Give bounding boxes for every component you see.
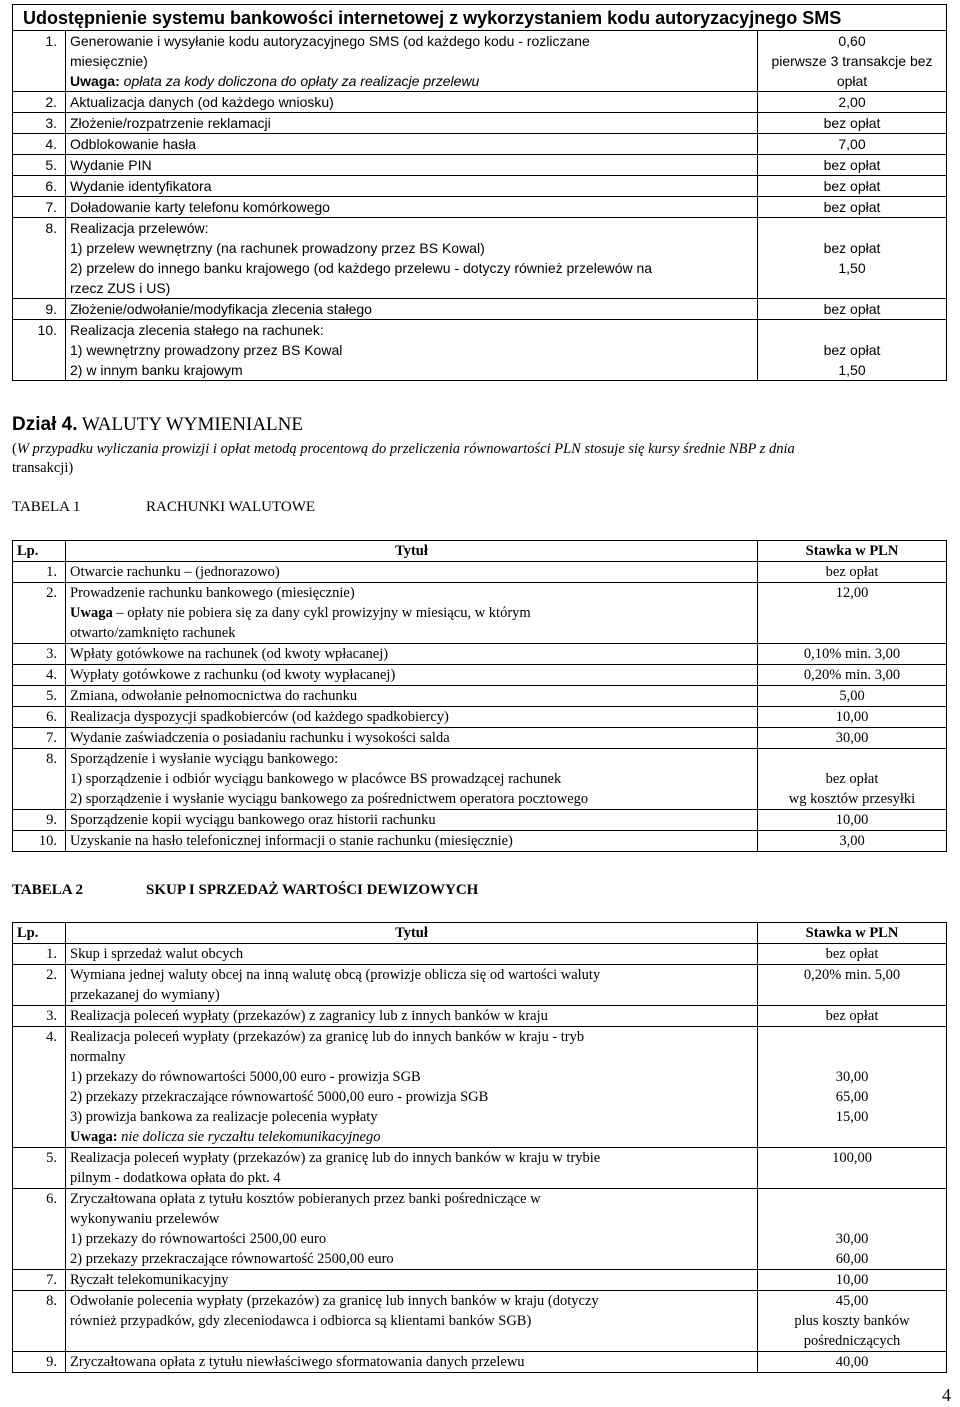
table2-title: SKUP I SPRZEDAŻ WARTOŚCI DEWIZOWYCH [146, 882, 479, 898]
rate-value: bez opłat [823, 115, 881, 131]
row-title [66, 1352, 758, 1373]
row-title [66, 113, 758, 134]
rate-value: 3,00 [839, 833, 865, 849]
rate-value: 10,00 [835, 709, 869, 725]
row-rate [758, 1189, 947, 1270]
row-rate [758, 320, 947, 381]
row-title [66, 1189, 758, 1270]
row-title-line: Wydanie PIN [70, 157, 152, 173]
row-number: 1. [13, 944, 66, 965]
row-rate [758, 810, 947, 831]
rate-value: 45,00 [835, 1293, 869, 1309]
table-row [13, 583, 947, 644]
rate-value: bez opłat [823, 157, 881, 173]
table-row [13, 562, 947, 583]
row-rate [758, 1352, 947, 1373]
row-title-line: Realizacja przelewów: [70, 220, 209, 236]
row-rate [758, 583, 947, 644]
row-rate [758, 92, 947, 113]
table2 [12, 922, 947, 1373]
row-title-line: Generowanie i wysyłanie kodu autoryzacyjnego SMS (od każdego kodu - rozliczane [70, 33, 590, 49]
row-title-line: Prowadzenie rachunku bankowego (miesięcznie) [70, 585, 355, 601]
row-title-line: Wydanie identyfikatora [70, 178, 212, 194]
row-title-line: Sporządzenie kopii wyciągu bankowego oraz historii rachunku [70, 812, 436, 828]
row-rate [758, 299, 947, 320]
row-title-line: rzecz ZUS i US) [70, 280, 171, 296]
rate-value [762, 749, 942, 769]
row-title [66, 1148, 758, 1189]
rate-value: bez opłat [825, 946, 879, 962]
rate-value: 10,00 [835, 812, 869, 828]
rate-value: 30,00 [835, 1069, 869, 1085]
rate-value [762, 218, 942, 238]
row-number: 5. [13, 1148, 66, 1189]
rate-value: 12,00 [835, 585, 869, 601]
rate-value: bez opłat [825, 1008, 879, 1024]
row-number: 6. [13, 176, 66, 197]
row-title-line: 3) prowizja bankowa za realizacje polecenia wypłaty [70, 1109, 378, 1125]
row-rate [758, 749, 947, 810]
section4-note-open: ( [12, 441, 17, 457]
row-title [66, 831, 758, 852]
note-text: nie dolicza sie ryczałtu telekomunikacyjnego [117, 1129, 381, 1145]
rate-value [762, 320, 942, 340]
row-title-line: Zryczałtowana opłata z tytułu kosztów pobieranych przez banki pośredniczące w [70, 1191, 541, 1207]
rate-value: 40,00 [835, 1354, 869, 1370]
row-title-line: 1) wewnętrzny prowadzony przez BS Kowal [70, 342, 343, 358]
row-number: 8. [13, 749, 66, 810]
table-row [13, 31, 947, 92]
row-number: 2. [13, 965, 66, 1006]
row-title-line: Otwarcie rachunku – (jednorazowo) [70, 564, 280, 580]
rate-value: plus koszty banków [794, 1313, 910, 1329]
row-rate [758, 707, 947, 728]
row-number: 7. [13, 197, 66, 218]
row-title-line: Wypłaty gotówkowe z rachunku (od kwoty wypłacanej) [70, 667, 396, 683]
header-rate: Stawka w PLN [758, 541, 947, 562]
row-rate [758, 1270, 947, 1291]
rate-value: 1,50 [838, 362, 866, 378]
table-row [13, 155, 947, 176]
row-title-line: Skup i sprzedaż walut obcych [70, 946, 244, 962]
row-title [66, 665, 758, 686]
rate-value: bez opłat [825, 771, 879, 787]
page-number: 4 [942, 1385, 951, 1405]
row-number: 4. [13, 134, 66, 155]
rate-value: 65,00 [835, 1089, 869, 1105]
row-title [66, 299, 758, 320]
row-title-line: Odblokowanie hasła [70, 136, 197, 152]
section4-title: WALUTY WYMIENIALNE [77, 414, 303, 435]
row-title-line: Ryczałt telekomunikacyjny [70, 1272, 229, 1288]
row-title [66, 944, 758, 965]
row-title-line: przekazanej do wymiany) [70, 987, 220, 1003]
table-row [13, 686, 947, 707]
rate-value [762, 278, 942, 298]
row-title [66, 707, 758, 728]
rate-value: pierwsze 3 transakcje bez [771, 53, 933, 69]
section4-note [12, 440, 947, 478]
row-number: 10. [13, 320, 66, 381]
row-rate [758, 1006, 947, 1027]
rate-value [762, 1168, 942, 1188]
rate-value: 30,00 [835, 1231, 869, 1247]
table-row [13, 176, 947, 197]
row-title-line: Realizacja poleceń wypłaty (przekazów) za granicę lub do innych banków w kraju w trybie [70, 1150, 601, 1166]
table-header-row [13, 923, 947, 944]
note-label: Uwaga: [70, 73, 120, 89]
row-title-line: Realizacja poleceń wypłaty (przekazów) z zagranicy lub z innych banków w kraju [70, 1008, 548, 1024]
row-title-line: Sporządzenie i wysłanie wyciągu bankowego: [70, 751, 339, 767]
row-title-line: Uzyskanie na hasło telefonicznej informacji o stanie rachunku (miesięcznie) [70, 833, 513, 849]
table-row [13, 218, 947, 299]
section4-prefix: Dział 4. [12, 414, 78, 435]
row-title [66, 320, 758, 381]
row-number: 4. [13, 665, 66, 686]
row-number: 7. [13, 1270, 66, 1291]
row-title-line: również przypadków, gdy zleceniodawca i odbiorca są klientami banków SGB) [70, 1313, 532, 1329]
row-rate [758, 665, 947, 686]
row-title [66, 583, 758, 644]
row-number: 3. [13, 1006, 66, 1027]
row-title-line: 2) przekazy przekraczające równowartość 2500,00 euro [70, 1251, 394, 1267]
row-note-line [70, 603, 753, 623]
rate-value: 10,00 [835, 1272, 869, 1288]
rate-value: 0,20% min. 5,00 [803, 967, 901, 983]
row-title-line: 1) sporządzenie i odbiór wyciągu bankowego w placówce BS prowadzącej rachunek [70, 771, 562, 787]
rate-value: 30,00 [835, 730, 869, 746]
note-text: opłata za kody doliczona do opłaty za realizacje przelewu [119, 73, 480, 89]
rate-value [762, 985, 942, 1005]
row-title [66, 728, 758, 749]
row-number: 7. [13, 728, 66, 749]
row-number: 4. [13, 1027, 66, 1148]
row-title-line: Złożenie/odwołanie/modyfikacja zlecenia stałego [70, 301, 372, 317]
rate-value: 2,00 [838, 94, 866, 110]
row-rate [758, 728, 947, 749]
row-rate [758, 965, 947, 1006]
row-title-line: pilnym - dodatkowa opłata do pkt. 4 [70, 1170, 281, 1186]
row-note-extra: otwarto/zamknięto rachunek [70, 625, 236, 641]
table-row [13, 1148, 947, 1189]
row-number: 8. [13, 1291, 66, 1352]
row-title-line: 2) przekazy przekraczające równowartość 5000,00 euro - prowizja SGB [70, 1089, 489, 1105]
rate-value [762, 1027, 942, 1047]
table-row [13, 728, 947, 749]
row-title [66, 1006, 758, 1027]
table-row [13, 749, 947, 810]
rate-value [762, 1047, 942, 1067]
row-rate [758, 1148, 947, 1189]
row-title [66, 810, 758, 831]
table2-label: TABELA 2 [12, 882, 83, 898]
rate-value: bez opłat [823, 342, 881, 358]
row-rate [758, 831, 947, 852]
sms-fees-table [12, 30, 947, 381]
row-title [66, 92, 758, 113]
row-title [66, 1291, 758, 1352]
section4-note-text: W przypadku wyliczania prowizji i opłat metodą procentową do przeliczenia równowartości PLN stosuje się kursy średnie NBP z dnia [16, 441, 795, 457]
row-title [66, 1027, 758, 1148]
note-label: Uwaga [70, 605, 113, 621]
row-title [66, 644, 758, 665]
row-number: 6. [13, 707, 66, 728]
table-row [13, 197, 947, 218]
row-rate [758, 644, 947, 665]
row-title-line: wykonywaniu przelewów [70, 1211, 220, 1227]
row-title-line: Aktualizacja danych (od każdego wniosku) [70, 94, 334, 110]
row-title [66, 749, 758, 810]
row-title-line: 1) przelew wewnętrzny (na rachunek prowadzony przez BS Kowal) [70, 240, 485, 256]
rate-value: bez opłat [823, 240, 881, 256]
row-note-line [70, 1127, 753, 1147]
table-row [13, 707, 947, 728]
rate-value: 60,00 [835, 1251, 869, 1267]
row-title-line: Doładowanie karty telefonu komórkowego [70, 199, 330, 215]
row-rate [758, 134, 947, 155]
table-row [13, 965, 947, 1006]
table-row [13, 1027, 947, 1148]
row-number: 2. [13, 92, 66, 113]
row-number: 5. [13, 686, 66, 707]
row-title [66, 134, 758, 155]
row-title-line: Wymiana jednej waluty obcej na inną walutę obcą (prowizje oblicza się od wartości waluty [70, 967, 601, 983]
rate-value [762, 1189, 942, 1209]
header-rate: Stawka w PLN [758, 923, 947, 944]
row-number: 9. [13, 1352, 66, 1373]
row-title-line: 2) sporządzenie i wysłanie wyciągu bankowego za pośrednictwem operatora pocztowego [70, 791, 589, 807]
rate-value: 15,00 [835, 1109, 869, 1125]
row-title [66, 155, 758, 176]
row-title-line: 2) w innym banku krajowym [70, 362, 243, 378]
row-title-line: Zryczałtowana opłata z tytułu niewłaściwego sformatowania danych przelewu [70, 1354, 525, 1370]
row-title-line: Zmiana, odwołanie pełnomocnictwa do rachunku [70, 688, 358, 704]
row-title [66, 965, 758, 1006]
header-title: Tytuł [66, 923, 758, 944]
row-rate [758, 176, 947, 197]
rate-value: wg kosztów przesyłki [788, 791, 916, 807]
rate-value: pośredniczących [803, 1333, 901, 1349]
row-title-line: 1) przekazy do równowartości 2500,00 euro [70, 1231, 327, 1247]
table-row [13, 320, 947, 381]
row-number: 9. [13, 810, 66, 831]
row-title-line: normalny [70, 1049, 126, 1065]
row-title-line: Wpłaty gotówkowe na rachunek (od kwoty wpłacanej) [70, 646, 389, 662]
table-row [13, 92, 947, 113]
table-row [13, 944, 947, 965]
header-lp: Lp. [13, 923, 66, 944]
table-row [13, 665, 947, 686]
table-row [13, 113, 947, 134]
table-row [13, 831, 947, 852]
row-number: 1. [13, 562, 66, 583]
row-title-line: Realizacja poleceń wypłaty (przekazów) za granicę lub do innych banków w kraju - tryb [70, 1029, 585, 1045]
row-number: 5. [13, 155, 66, 176]
row-title [66, 31, 758, 92]
table-row [13, 1270, 947, 1291]
table1 [12, 540, 947, 852]
row-number: 3. [13, 113, 66, 134]
rate-value: 0,10% min. 3,00 [803, 646, 901, 662]
rate-value: 5,00 [839, 688, 865, 704]
row-title-line: Wydanie zaświadczenia o posiadaniu rachunku i wysokości salda [70, 730, 450, 746]
row-title [66, 218, 758, 299]
row-note-line [70, 71, 753, 91]
row-number: 8. [13, 218, 66, 299]
row-rate [758, 155, 947, 176]
row-number: 10. [13, 831, 66, 852]
rate-value: bez opłat [825, 564, 879, 580]
rate-value: opłat [836, 73, 868, 89]
row-number: 2. [13, 583, 66, 644]
row-title [66, 686, 758, 707]
table-row [13, 299, 947, 320]
table-row [13, 810, 947, 831]
header-title: Tytuł [66, 541, 758, 562]
row-title-line: Realizacja dyspozycji spadkobierców (od każdego spadkobiercy) [70, 709, 449, 725]
row-rate [758, 1027, 947, 1148]
row-rate [758, 218, 947, 299]
row-title-line: Złożenie/rozpatrzenie reklamacji [70, 115, 271, 131]
section4-note-end: transakcji) [12, 460, 74, 476]
table1-label: TABELA 1 [12, 499, 81, 515]
note-text: – opłaty nie pobiera się za dany cykl prowizyjny w miesiącu, w którym [112, 605, 531, 621]
row-title [66, 1270, 758, 1291]
table-row [13, 1006, 947, 1027]
rate-value: bez opłat [823, 301, 881, 317]
row-title-line: Realizacja zlecenia stałego na rachunek: [70, 322, 324, 338]
row-number: 9. [13, 299, 66, 320]
row-rate [758, 686, 947, 707]
row-rate [758, 562, 947, 583]
row-rate [758, 197, 947, 218]
row-rate [758, 1291, 947, 1352]
header-lp: Lp. [13, 541, 66, 562]
section4-heading [12, 414, 303, 436]
rate-value: 0,20% min. 3,00 [803, 667, 901, 683]
section-title: Udostępnienie systemu bankowości internetowej z wykorzystaniem kodu autoryzacyjnego SMS [12, 4, 947, 31]
row-rate [758, 31, 947, 92]
row-title [66, 562, 758, 583]
table1-title: RACHUNKI WALUTOWE [146, 499, 316, 515]
table-row [13, 1189, 947, 1270]
row-number: 3. [13, 644, 66, 665]
rate-value [762, 1209, 942, 1229]
row-number: 1. [13, 31, 66, 92]
row-rate [758, 944, 947, 965]
note-label: Uwaga: [70, 1129, 118, 1145]
row-title-line: miesięcznie) [70, 53, 148, 69]
rate-value: 100,00 [832, 1150, 872, 1166]
table-row [13, 1291, 947, 1352]
rate-value: bez opłat [823, 178, 881, 194]
rate-value: 1,50 [838, 260, 866, 276]
rate-value: 0,60 [838, 33, 866, 49]
table-row [13, 644, 947, 665]
row-rate [758, 113, 947, 134]
row-number: 6. [13, 1189, 66, 1270]
table-header-row [13, 541, 947, 562]
table-row [13, 1352, 947, 1373]
table-row [13, 134, 947, 155]
row-title-line: 1) przekazy do równowartości 5000,00 euro - prowizja SGB [70, 1069, 421, 1085]
rate-value: 7,00 [838, 136, 866, 152]
row-title [66, 176, 758, 197]
rate-value: bez opłat [823, 199, 881, 215]
row-title-line: Odwołanie polecenia wypłaty (przekazów) za granicę lub innych banków w kraju (dotyczy [70, 1293, 599, 1309]
row-title-line: 2) przelew do innego banku krajowego (od każdego przelewu - dotyczy również przelewów na [70, 260, 653, 276]
row-title [66, 197, 758, 218]
